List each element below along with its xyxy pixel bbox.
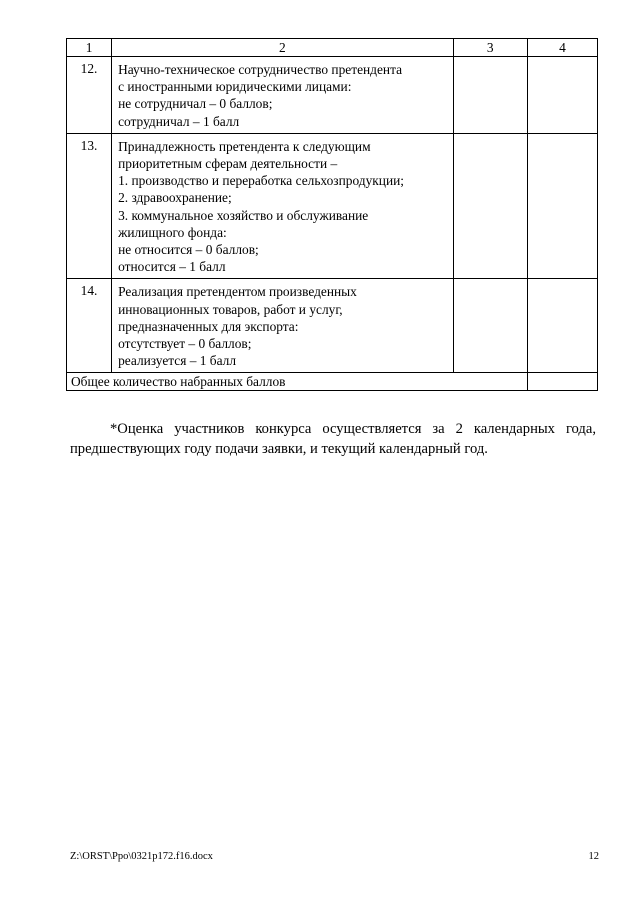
row-line: Научно-техническое сотрудничество претендента: [118, 62, 403, 77]
row-line: сотрудничал – 1 балл: [118, 113, 240, 129]
header-col-4: 4: [527, 39, 597, 57]
row-line: 1. производство и переработка сельхозпродукции;: [118, 173, 404, 189]
row-line: Реализация претендентом произведенных: [118, 284, 357, 300]
row-line: не относится – 0 баллов;: [118, 242, 259, 258]
table-total-row: [67, 373, 598, 391]
total-value: [527, 373, 597, 391]
row-col-3: [453, 57, 527, 134]
row-line: с иностранными юридическими лицами:: [118, 79, 352, 95]
row-number: 12.: [67, 57, 112, 134]
row-number: 13.: [67, 133, 112, 279]
row-col-3: [453, 133, 527, 279]
page-number: 12: [588, 851, 599, 862]
row-line: 3. коммунальное хозяйство и обслуживание: [118, 207, 369, 223]
table-row: [67, 279, 598, 373]
row-col-4: [527, 279, 597, 373]
header-col-2: 2: [112, 39, 454, 57]
table-header-row: [67, 39, 598, 57]
row-col-4: [527, 57, 597, 134]
row-line: приоритетным сферам деятельности –: [118, 156, 338, 172]
criteria-table: [66, 38, 598, 391]
table-row: [67, 133, 598, 279]
row-line: относится – 1 балл: [118, 259, 226, 275]
header-col-1: 1: [67, 39, 112, 57]
row-line: не сотрудничал – 0 баллов;: [118, 96, 273, 112]
row-line: 2. здравоохранение;: [118, 190, 232, 206]
header-col-3: 3: [453, 39, 527, 57]
row-col-3: [453, 279, 527, 373]
row-line: реализуется – 1 балл: [118, 353, 237, 369]
total-label: Общее количество набранных баллов: [67, 373, 528, 391]
table-row: [67, 57, 598, 134]
row-number: 14.: [67, 279, 112, 373]
row-line: отсутствует – 0 баллов;: [118, 336, 252, 352]
row-col-4: [527, 133, 597, 279]
row-line: Принадлежность претендента к следующим: [118, 138, 371, 154]
footer-file-path: Z:\ORST\Ppo\0321p172.f16.docx: [70, 851, 213, 862]
footnote-paragraph: *Оценка участников конкурса осуществляется за 2 календарных года, предшествующих году подачи заявки, и текущий календарный год.: [70, 421, 596, 457]
row-line: жилищного фонда:: [118, 224, 227, 240]
row-description: [112, 279, 454, 373]
row-description: [112, 57, 454, 134]
row-line: предназначенных для экспорта:: [118, 318, 299, 334]
row-line: инновационных товаров, работ и услуг,: [118, 301, 343, 317]
row-description: [112, 133, 454, 279]
